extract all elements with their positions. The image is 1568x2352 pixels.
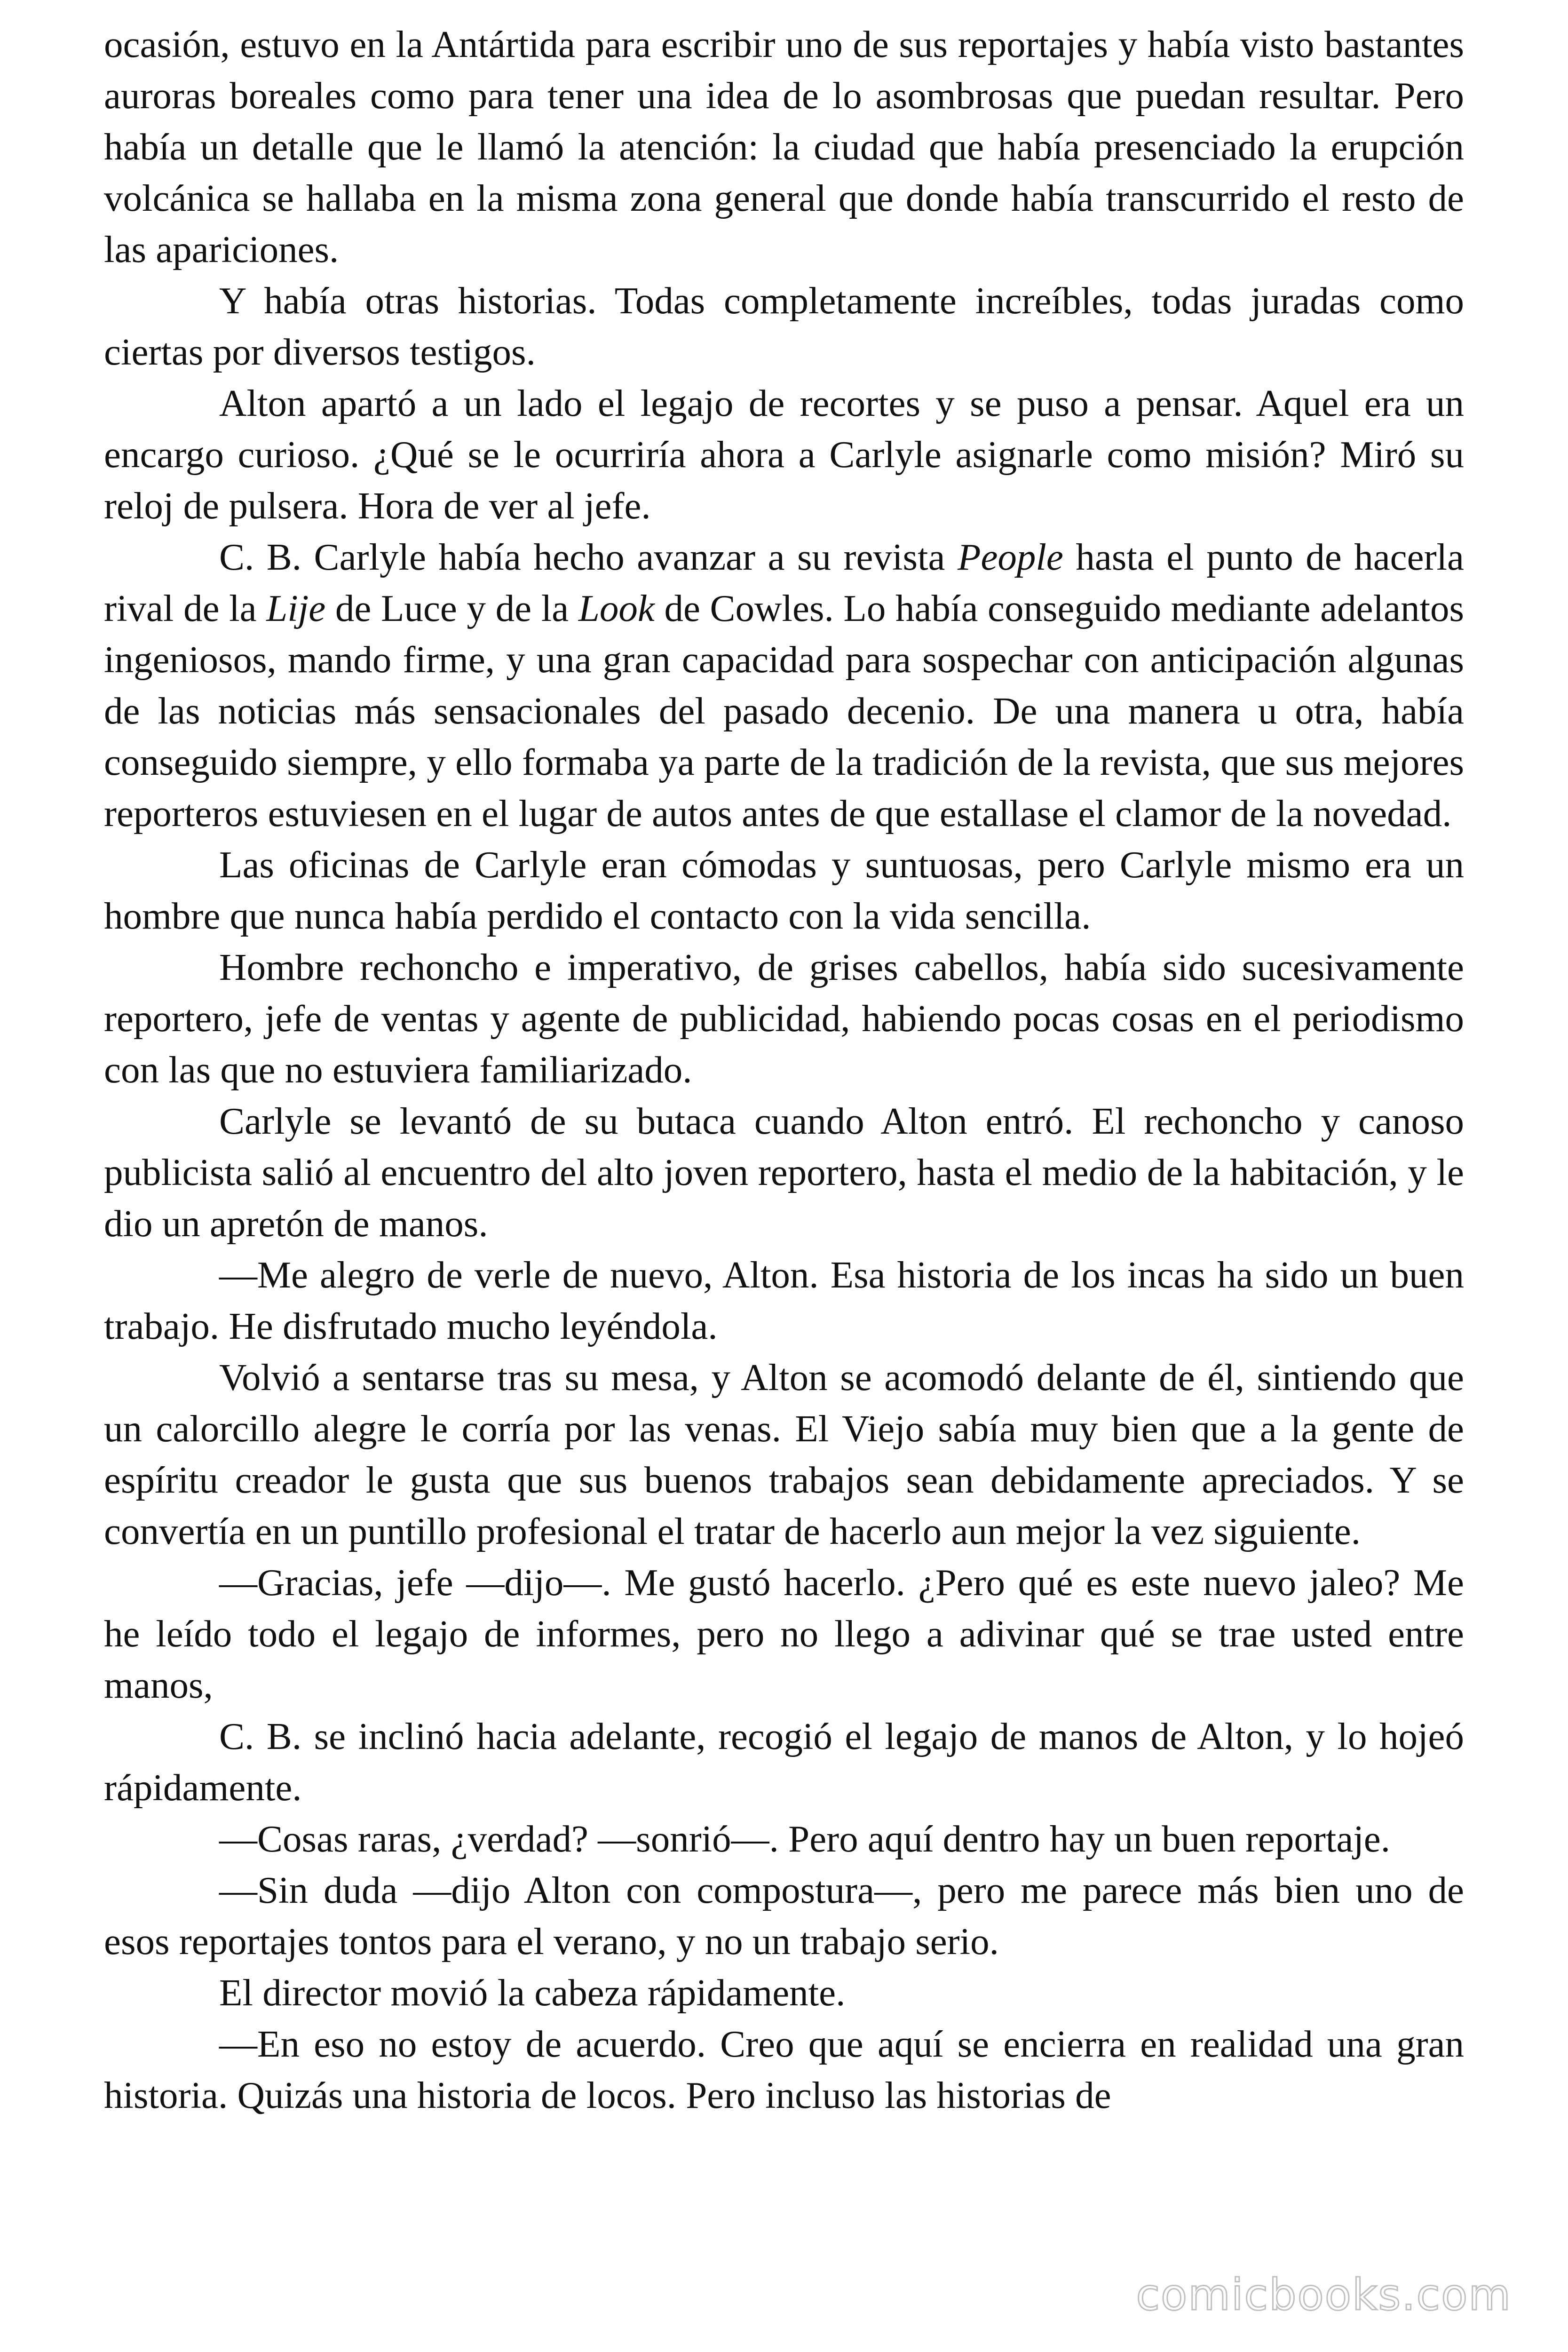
paragraph-10-text: —Gracias, jefe —dijo—. Me gustó hacerlo. ¿Pero qué es este nuevo jaleo? Me he leído todo el legajo de informes, pero no llego a adivinar qué se trae usted entre manos, xyxy=(104,1561,1464,1706)
paragraph-13-text: —Sin duda —dijo Alton con compostura—, pero me parece más bien uno de esos reportajes tontos para el verano, y no un trabajo serio. xyxy=(104,1869,1464,1963)
paragraph-3-text: Alton apartó a un lado el legajo de recortes y se puso a pensar. Aquel era un encargo curioso. ¿Qué se le ocurriría ahora a Carlyle asignarle como misión? Miró su reloj de pulsera. Hora de ver al jefe. xyxy=(104,382,1464,527)
paragraph-4-text-a: C. B. Carlyle había hecho avanzar a su revista xyxy=(219,536,958,578)
paragraph-4-text-c: de Luce y de la xyxy=(325,587,578,629)
paragraph-8-text: —Me alegro de verle de nuevo, Alton. Esa historia de los incas ha sido un buen trabajo. He disfrutado mucho leyéndola. xyxy=(104,1254,1464,1347)
magazine-title-look: Look xyxy=(578,587,655,629)
paragraph-5 xyxy=(104,839,1464,942)
paragraph-4-text-b: hasta el punto de hacerla rival de la xyxy=(104,536,1464,629)
paragraph-4 xyxy=(104,532,1464,839)
paragraph-1 xyxy=(104,19,1464,275)
paragraph-4-text-d: de Cowles. Lo había conseguido mediante adelantos ingeniosos, mando firme, y una gran capacidad para sospechar con anticipación algunas de las noticias más sensacionales del pasado decenio. De una manera u otra, había conseguido siempre, y ello formaba ya parte de la tradición de la revista, que sus mejores reporteros estuviesen en el lugar de autos antes de que estallase el clamor de la novedad. xyxy=(104,587,1465,834)
paragraph-2-text: Y había otras historias. Todas completamente increíbles, todas juradas como ciertas por diversos testigos. xyxy=(104,279,1464,373)
paragraph-10 xyxy=(104,1557,1464,1711)
paragraph-13 xyxy=(104,1865,1464,1967)
paragraph-11-text: C. B. se inclinó hacia adelante, recogió el legajo de manos de Alton, y lo hojeó rápidamente. xyxy=(104,1715,1464,1809)
paragraph-15-text: —En eso no estoy de acuerdo. Creo que aquí se encierra en realidad una gran historia. Quizás una historia de locos. Pero incluso las historias de xyxy=(104,2023,1464,2116)
paragraph-7-text: Carlyle se levantó de su butaca cuando Alton entró. El rechoncho y canoso publicista salió al encuentro del alto joven reportero, hasta el medio de la habitación, y le dio un apretón de manos. xyxy=(104,1100,1464,1245)
paragraph-12 xyxy=(104,1813,1464,1865)
paragraph-14 xyxy=(104,1967,1464,2018)
paragraph-8 xyxy=(104,1249,1464,1352)
paragraph-5-text: Las oficinas de Carlyle eran cómodas y suntuosas, pero Carlyle mismo era un hombre que nunca había perdido el contacto con la vida sencilla. xyxy=(104,843,1464,937)
paragraph-15 xyxy=(104,2018,1464,2121)
paragraph-9 xyxy=(104,1352,1464,1557)
paragraph-3 xyxy=(104,378,1464,532)
watermark: comicbooks.com xyxy=(1136,2270,1512,2320)
paragraph-7 xyxy=(104,1096,1464,1249)
book-page-text xyxy=(104,19,1464,2121)
paragraph-6-text: Hombre rechoncho e imperativo, de grises cabellos, había sido sucesivamente reportero, jefe de ventas y agente de publicidad, habiendo pocas cosas en el periodismo con las que no estuviera familiarizado. xyxy=(104,946,1464,1091)
magazine-title-people: People xyxy=(957,536,1063,578)
paragraph-9-text: Volvió a sentarse tras su mesa, y Alton se acomodó delante de él, sintiendo que un calorcillo alegre le corría por las venas. El Viejo sabía muy bien que a la gente de espíritu creador le gusta que sus buenos trabajos sean debidamente apreciados. Y se convertía en un puntillo profesional el tratar de hacerlo aun mejor la vez siguiente. xyxy=(104,1356,1464,1552)
paragraph-11 xyxy=(104,1711,1464,1813)
magazine-title-lije: Lije xyxy=(266,587,326,629)
paragraph-14-text: El director movió la cabeza rápidamente. xyxy=(219,1971,846,2014)
paragraph-6 xyxy=(104,942,1464,1096)
paragraph-2 xyxy=(104,275,1464,378)
paragraph-12-text: —Cosas raras, ¿verdad? —sonrió—. Pero aquí dentro hay un buen reportaje. xyxy=(219,1818,1390,1860)
paragraph-1-text: ocasión, estuvo en la Antártida para escribir uno de sus reportajes y había visto bastantes auroras boreales como para tener una idea de lo asombrosas que puedan resultar. Pero había un detalle que le llamó la atención: la ciudad que había presenciado la erupción volcánica se hallaba en la misma zona general que donde había transcurrido el resto de las apariciones. xyxy=(104,23,1464,270)
